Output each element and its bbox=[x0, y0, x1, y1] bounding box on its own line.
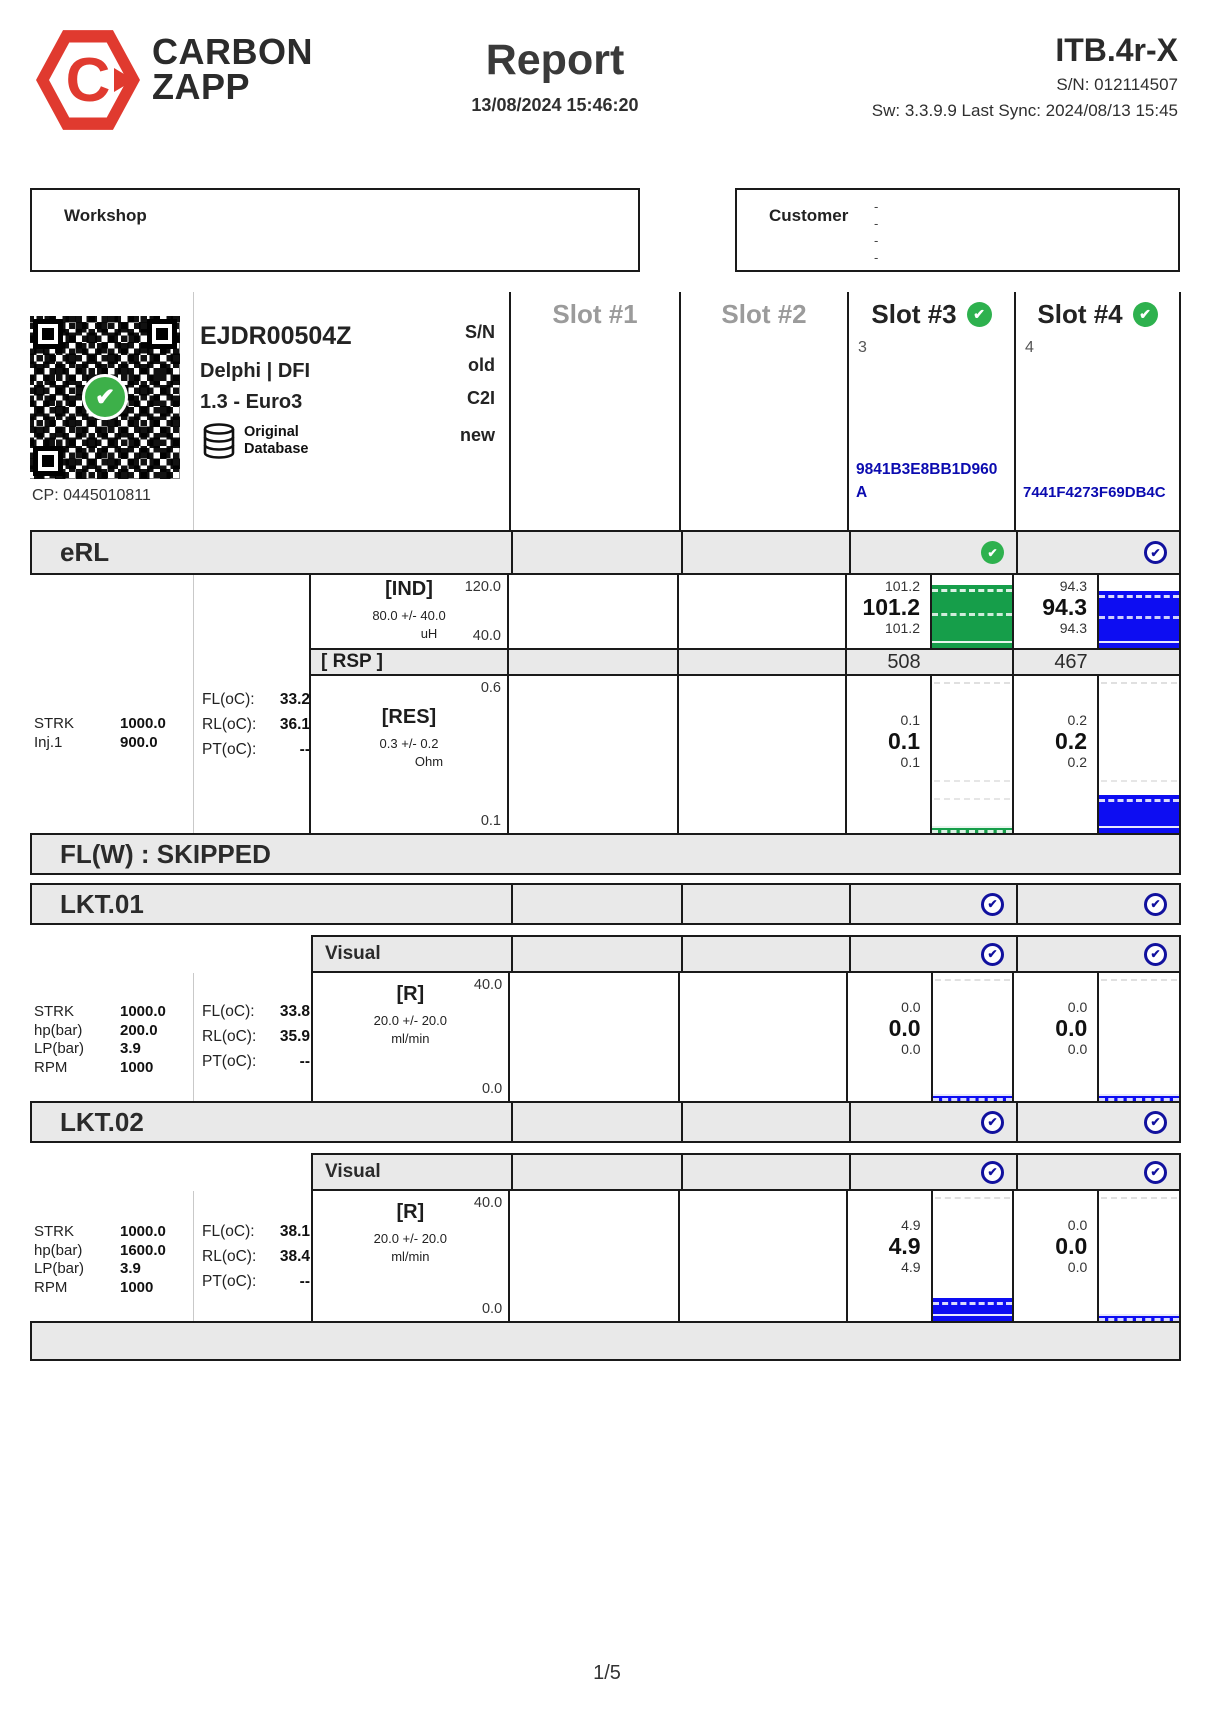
lkt01-title: LKT.01 bbox=[60, 888, 144, 919]
res-slot3-bar bbox=[930, 676, 1012, 833]
lkt02-conditions: STRK 1000.0 hp(bar) 1600.0 LP(bar) 3.9 RPM 1000 FL(oC): 38.1 RL(oC): 38.4 PT(oC): -- bbox=[30, 1191, 311, 1321]
page-title: Report bbox=[485, 36, 625, 84]
erl-body bbox=[30, 575, 1181, 833]
section-band-lkt01 bbox=[30, 883, 1181, 925]
erl-conditions: STRK 1000.0 Inj.1 900.0 FL(oC): 33.2 RL(oC): 36.1 PT(oC): -- bbox=[30, 575, 309, 833]
carbonzapp-logo-icon: C bbox=[36, 28, 140, 132]
customer-label: Customer bbox=[769, 206, 849, 225]
lkt02-r-test-cell: 40.0 0.0 [R] 20.0 +/- 20.0 ml/min bbox=[311, 1191, 509, 1321]
injector-state-labels bbox=[460, 322, 495, 458]
ind-slot3-cell: 101.2 101.2 101.2 bbox=[845, 575, 1012, 648]
lkt01-visual-band bbox=[311, 935, 1181, 973]
lkt02-r-tolerance: 20.0 +/- 20.0 bbox=[373, 1231, 448, 1246]
lkt02-slot3-cell: 4.9 4.9 4.9 bbox=[846, 1191, 1013, 1321]
slot1-header bbox=[509, 292, 679, 530]
lkt01-visual-slot4-check-icon: ✔ bbox=[1144, 943, 1167, 966]
lkt01-slot4-check-icon: ✔ bbox=[1144, 893, 1167, 916]
page-number: 1/5 bbox=[593, 1662, 621, 1684]
cp-number: CP: 0445010811 bbox=[32, 487, 151, 504]
slot4-header bbox=[1014, 292, 1181, 530]
brand-line2: ZAPP bbox=[152, 66, 251, 108]
erl-rsp-row bbox=[309, 648, 1179, 676]
lkt02-visual-band bbox=[311, 1153, 1181, 1191]
c2i-label: C2I bbox=[466, 388, 495, 408]
injector-model: EJDR00504Z bbox=[200, 322, 352, 350]
device-info bbox=[872, 32, 1178, 121]
lkt02-r-label: [R] bbox=[396, 1201, 425, 1223]
res-slot4-bar bbox=[1097, 676, 1179, 833]
lkt01-slot3-cell: 0.0 0.0 0.0 bbox=[846, 973, 1013, 1101]
database-icon bbox=[202, 423, 236, 459]
lkt02-slot4-bar bbox=[1097, 1191, 1179, 1321]
res-slot3-cell: 0.1 0.1 0.1 bbox=[845, 676, 1012, 833]
res-label: [RES] bbox=[381, 706, 437, 728]
device-model: ITB.4r-X bbox=[1055, 32, 1178, 68]
rsp-slot3-value: 508 bbox=[887, 650, 921, 673]
rsp-slot4-value: 467 bbox=[1054, 650, 1088, 673]
lkt02-visual-label: Visual bbox=[325, 1161, 381, 1182]
erl-slot4-check-icon: ✔ bbox=[1144, 541, 1167, 564]
erl-res-row bbox=[309, 676, 1179, 833]
lkt01-r-tolerance: 20.0 +/- 20.0 bbox=[373, 1013, 448, 1028]
section-band-flw bbox=[30, 833, 1181, 875]
lkt02-slot3-bar bbox=[931, 1191, 1013, 1321]
lkt02-r-unit: ml/min bbox=[391, 1249, 430, 1264]
qr-code bbox=[30, 316, 180, 479]
slot4-index: 4 bbox=[1025, 339, 1034, 356]
device-serial: S/N: 012114507 bbox=[1056, 75, 1178, 94]
slot3-index: 3 bbox=[858, 339, 867, 356]
lkt01-r-unit: ml/min bbox=[391, 1031, 430, 1046]
lkt01-slot3-check-icon: ✔ bbox=[981, 893, 1004, 916]
qr-check-icon: ✔ bbox=[82, 374, 128, 420]
lkt01-slot4-bar bbox=[1097, 973, 1179, 1101]
injector-brand: Delphi | DFI bbox=[200, 360, 311, 382]
erl-title: eRL bbox=[60, 537, 110, 567]
ind-scale-max: 120.0 bbox=[464, 579, 501, 595]
database-source bbox=[202, 423, 308, 459]
workshop-box bbox=[30, 188, 640, 272]
customer-placeholder: - - - - bbox=[874, 199, 879, 265]
section-band-lkt02 bbox=[30, 1101, 1181, 1143]
ind-tolerance: 80.0 +/- 40.0 bbox=[372, 608, 446, 623]
ind-label: [IND] bbox=[385, 578, 433, 600]
res-test-cell bbox=[309, 676, 507, 833]
slot3-code: 9841B3E8BB1D960A bbox=[856, 461, 998, 501]
lkt02-visual-slot3-check-icon: ✔ bbox=[981, 1161, 1004, 1184]
res-tolerance: 0.3 +/- 0.2 bbox=[379, 736, 439, 751]
lkt01-slot3-bar bbox=[931, 973, 1013, 1101]
injector-class: 1.3 - Euro3 bbox=[200, 391, 303, 413]
workshop-label: Workshop bbox=[64, 206, 147, 225]
slot3-title: Slot #3 bbox=[871, 299, 957, 329]
database-label-line1: Original bbox=[244, 423, 299, 440]
old-label: old bbox=[468, 355, 495, 375]
slot4-title: Slot #4 bbox=[1037, 299, 1123, 329]
customer-box bbox=[735, 188, 1180, 272]
res-unit: Ohm bbox=[414, 754, 444, 769]
device-sync: Sw: 3.3.9.9 Last Sync: 2024/08/13 15:45 bbox=[871, 101, 1178, 120]
lkt02-visual-slot4-check-icon: ✔ bbox=[1144, 1161, 1167, 1184]
lkt01-slot4-cell: 0.0 0.0 0.0 bbox=[1012, 973, 1179, 1101]
injector-info-cell bbox=[30, 292, 509, 530]
lkt02-slot4-check-icon: ✔ bbox=[1144, 1111, 1167, 1134]
res-slot4-cell: 0.2 0.2 0.2 bbox=[1012, 676, 1179, 833]
report-table bbox=[30, 292, 1181, 1361]
brand-line1: CARBON bbox=[152, 31, 313, 72]
slot4-check-icon: ✔ bbox=[1133, 302, 1158, 327]
res-scale-max: 0.6 bbox=[480, 680, 501, 696]
lkt02-slot4-cell: 0.0 0.0 0.0 bbox=[1012, 1191, 1179, 1321]
lkt01-visual-label: Visual bbox=[325, 943, 381, 964]
database-label-line2: Database bbox=[244, 441, 309, 457]
ind-test-cell bbox=[309, 575, 507, 648]
res-scale-min: 0.1 bbox=[480, 813, 501, 829]
ind-slot3-bar bbox=[930, 575, 1012, 648]
lkt01-visual-slot3-check-icon: ✔ bbox=[981, 943, 1004, 966]
erl-ind-row bbox=[309, 575, 1179, 648]
lkt01-body bbox=[30, 973, 1181, 1101]
slot2-header bbox=[679, 292, 847, 530]
brand-name bbox=[152, 31, 313, 108]
lkt02-slot3-check-icon: ✔ bbox=[981, 1111, 1004, 1134]
new-label: new bbox=[459, 425, 495, 445]
section-band-erl bbox=[30, 530, 1181, 575]
sn-label: S/N bbox=[464, 322, 495, 342]
slot4-code: 7441F4273F69DB4C bbox=[1023, 484, 1166, 502]
lkt02-title: LKT.02 bbox=[60, 1106, 144, 1137]
report-datetime: 13/08/2024 15:46:20 bbox=[471, 95, 639, 115]
lkt01-r-label: [R] bbox=[396, 983, 425, 1005]
lkt01-conditions: STRK 1000.0 hp(bar) 200.0 LP(bar) 3.9 RPM 1000 FL(oC): 33.8 RL(oC): 35.9 PT(oC): -- bbox=[30, 973, 311, 1101]
slot3-check-icon: ✔ bbox=[967, 302, 992, 327]
rsp-label: [ RSP ] bbox=[309, 650, 507, 674]
erl-slot3-check-icon: ✔ bbox=[981, 541, 1004, 564]
empty-footer-band bbox=[30, 1321, 1181, 1361]
slot1-title: Slot #1 bbox=[552, 299, 638, 329]
ind-slot4-cell: 94.3 94.3 94.3 bbox=[1012, 575, 1179, 648]
slot-header-row bbox=[30, 292, 1181, 530]
slot2-title: Slot #2 bbox=[721, 299, 807, 329]
lkt01-r-test-cell: 40.0 0.0 [R] 20.0 +/- 20.0 ml/min bbox=[311, 973, 509, 1101]
ind-unit: uH bbox=[420, 626, 438, 641]
slot3-header bbox=[847, 292, 1014, 530]
ind-scale-min: 40.0 bbox=[472, 628, 501, 644]
flw-title: FL(W) : SKIPPED bbox=[60, 838, 271, 869]
ind-slot4-bar bbox=[1097, 575, 1179, 648]
lkt02-body bbox=[30, 1191, 1181, 1321]
